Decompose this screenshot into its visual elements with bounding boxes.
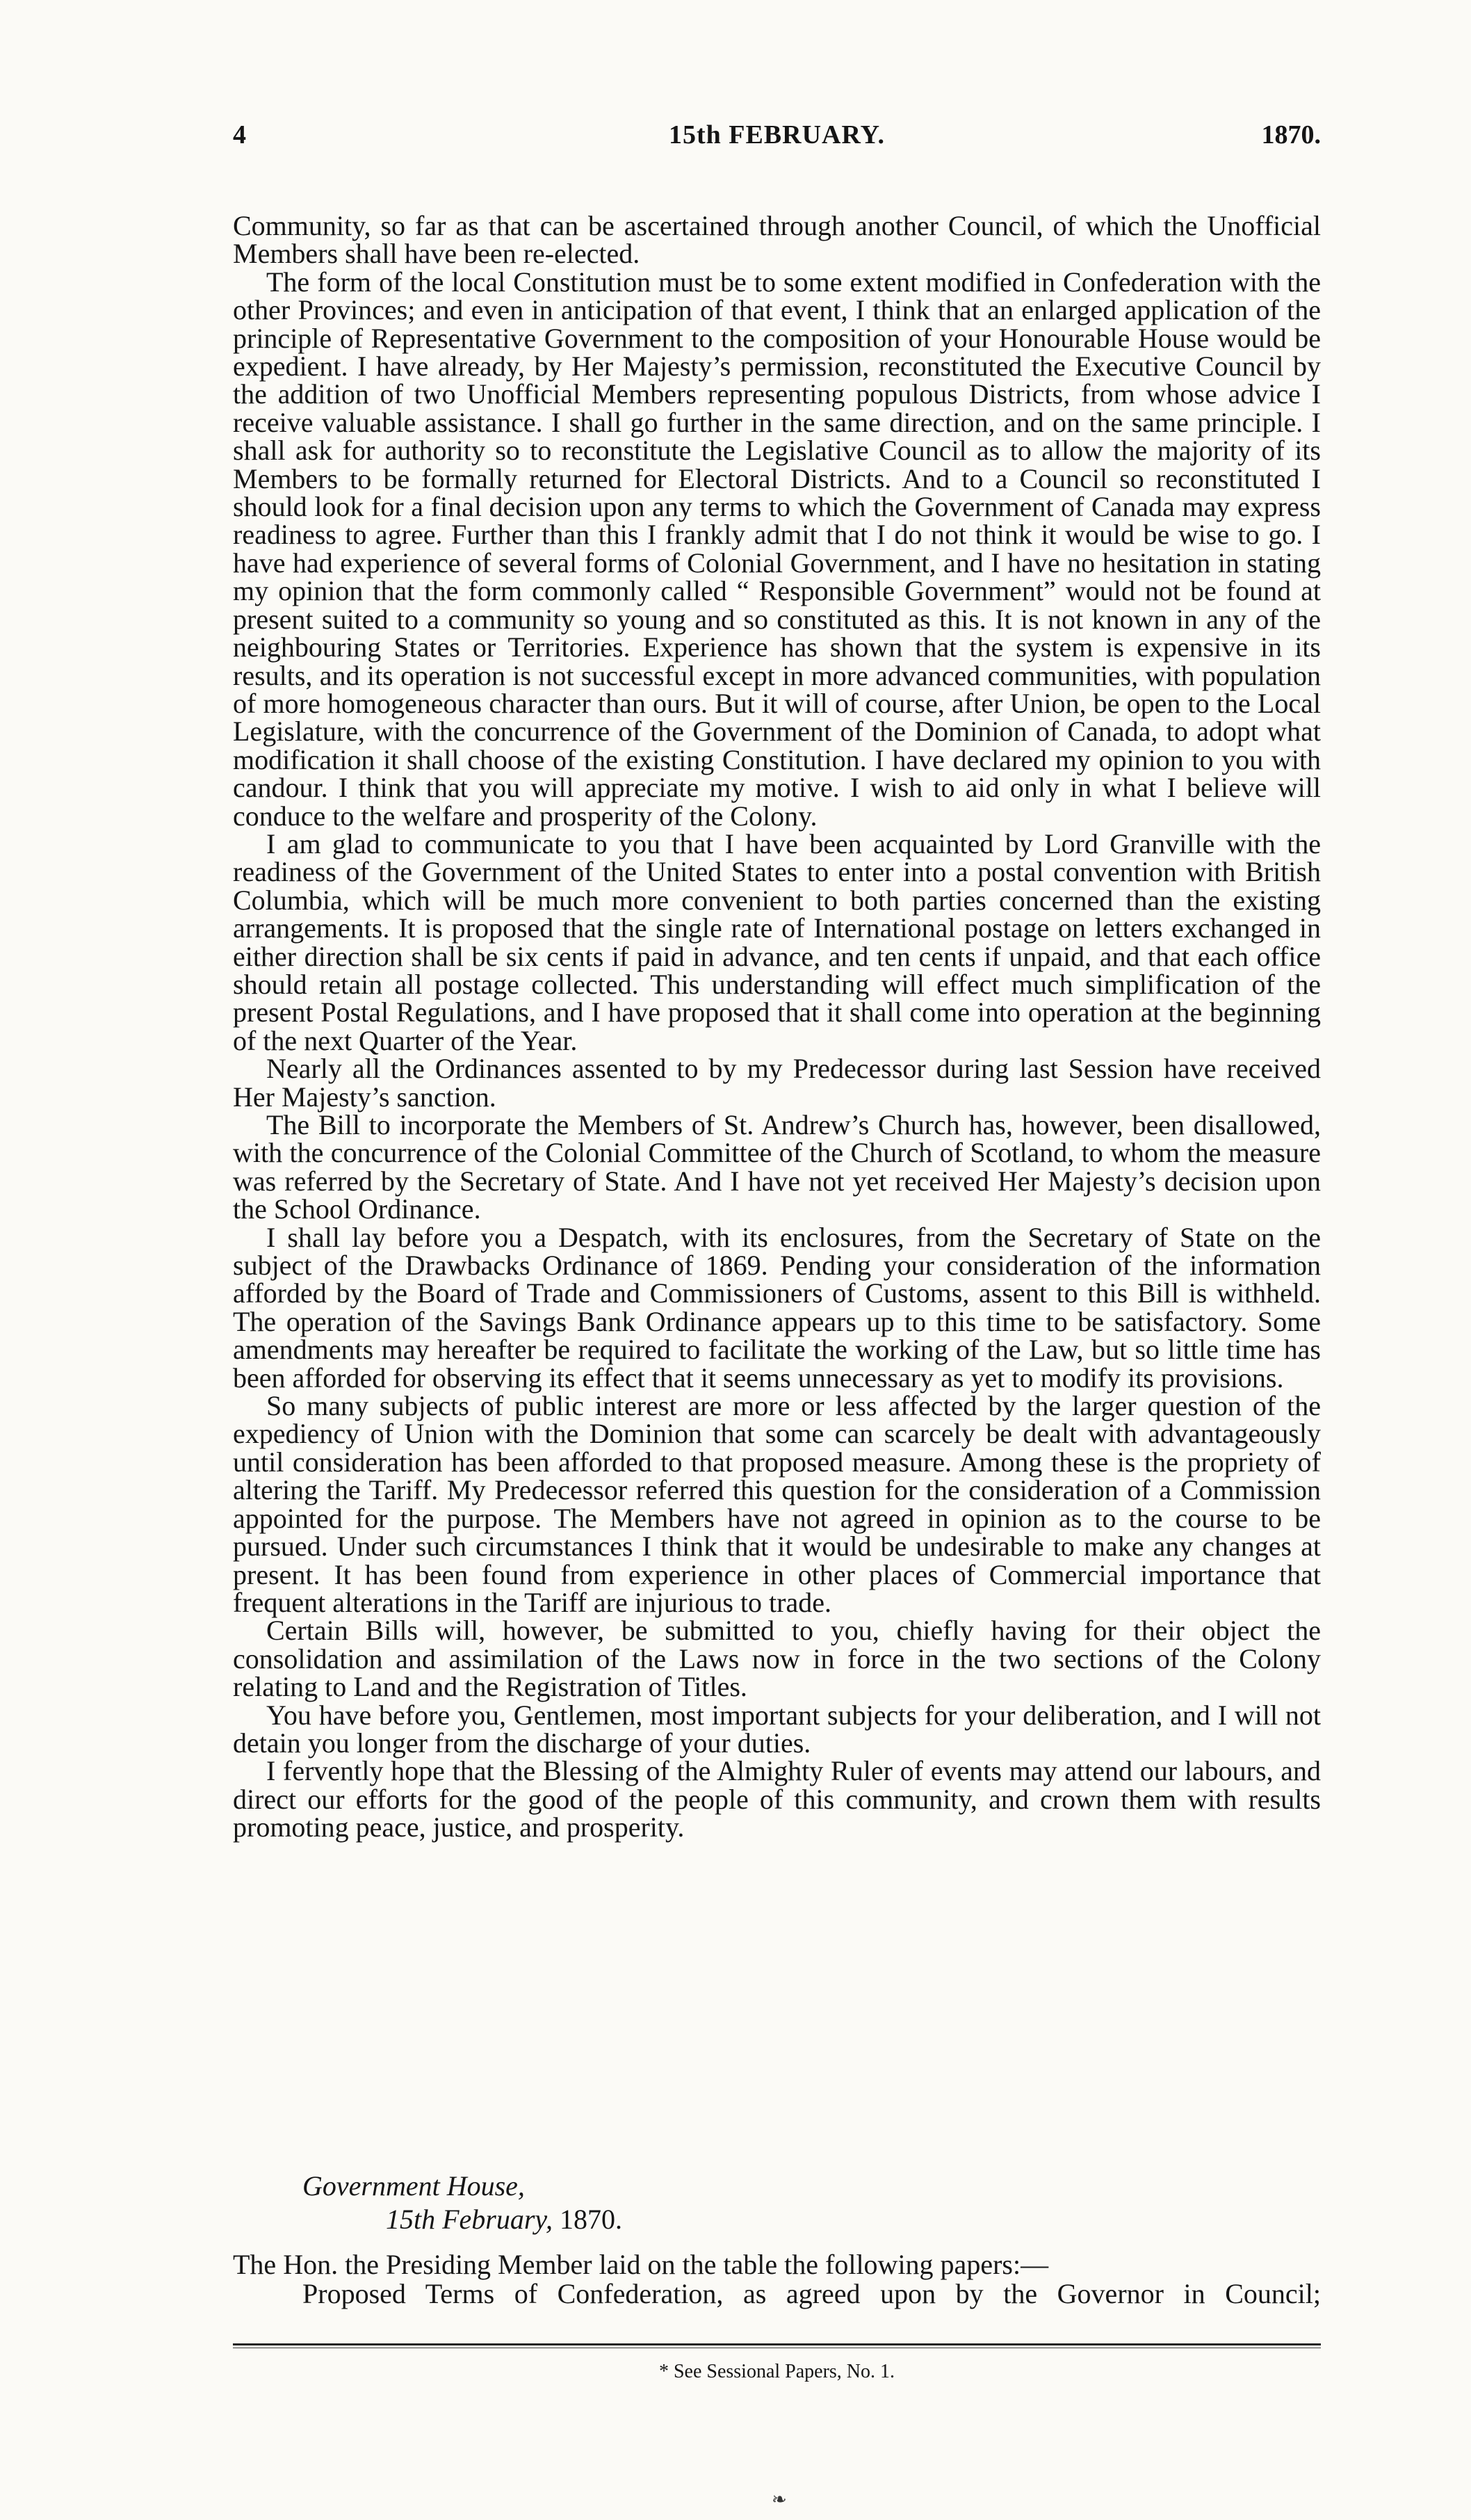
paragraph: Certain Bills will, however, be submitted to you, chiefly having for their object the consolidation and assimilation of the Laws now in force in the two sections of the Colony relating to Land and the Registration of Titles. xyxy=(233,1615,1321,1703)
signature-date xyxy=(386,2203,1471,2236)
paragraph: You have before you, Gentlemen, most important subjects for your deliberation, and I will not detain you longer from the discharge of your duties. xyxy=(233,1699,1321,1759)
signature-year: 1870. xyxy=(559,2204,622,2235)
signature-place: Government House, xyxy=(302,2170,525,2202)
footnote-rule xyxy=(233,2343,1321,2345)
paragraph: Nearly all the Ordinances assented to by my Predecessor during last Session have received Her Majesty’s sanction. xyxy=(233,1053,1321,1113)
printer-ornament: ❧ xyxy=(772,2489,787,2510)
paragraph: So many subjects of public interest are more or less affected by the larger question of the expediency of Union with the Dominion that some can scarcely be dealt with advantageously until consideration has been afforded to that proposed measure. Among these is the propriety of altering the Tariff. My Predecessor referred this question for the consideration of a Commission appointed for the purpose. The Members have not agreed in opinion as to the course to be pursued. Under such circumstances I think that it would be undesirable to make any changes at present. It has been found from experience in other places of Commercial importance that frequent alterations in the Tariff are injurious to trade. xyxy=(233,1390,1321,1618)
paragraph: The Bill to incorporate the Members of St. Andrew’s Church has, however, been disallowed, with the concurrence of the Colonial Committee of the Church of Scotland, to whom the measure was referred by the Secretary of State. And I have not yet received Her Majesty’s decision upon the School Ordinance. xyxy=(233,1109,1321,1225)
header-date-title: 15th FEBRUARY. xyxy=(668,120,886,150)
paragraph: I am glad to communicate to you that I have been acquainted by Lord Granville with the readiness of the Government of the United States to enter into a postal convention with British Columbia, which will be much more convenient to both parties concerned than the existing arrangements. It is proposed that the single rate of International postage on letters exchanged in either direction shall be six cents if paid in advance, and ten cents if unpaid, and that each office should retain all postage collected. This understanding will effect much simplification of the present Postal Regulations, and I have proposed that it shall come into operation at the beginning of the next Quarter of the Year. xyxy=(233,827,1321,1056)
proceedings-item-text: Proposed Terms of Confederation, as agreed upon by the Governor in Council; xyxy=(302,2278,1321,2309)
proceedings-item xyxy=(302,2279,1321,2309)
footnote: * See Sessional Papers, No. 1. xyxy=(658,2361,895,2382)
signature-date-text: 15th February, xyxy=(386,2204,553,2235)
paragraph: Community, so far as that can be ascertained through another Council, of which the Unofficial Members shall have been re-elected. xyxy=(233,210,1321,270)
page-number: 4 xyxy=(233,120,246,150)
paragraph: The form of the local Constitution must be to some extent modified in Confederation with the other Provinces; and even in anticipation of that event, I think that an enlarged application of the principle of Representative Government to the composition of your Honourable House would be expedient. I have already, by Her Majesty’s permission, reconstituted the Executive Council by the addition of two Unofficial Members representing populous Districts, from whose advice I receive valuable assistance. I shall go further in the same direction, and on the same principle. I shall ask for authority so to reconstitute the Legislative Council as to allow the majority of its Members to be formally returned for Electoral Districts. And to a Council so reconstituted I should look for a final decision upon any terms to which the Government of Canada may express readiness to agree. Further than this I frankly admit that I do not think it would be wise to go. I have had experience of several forms of Colonial Government, and I have no hesitation in stating my opinion that the form commonly called “ Responsible Government” would not be found at present suited to a community so young and so constituted as this. It is not known in any of the neighbouring States or Territories. Experience has shown that the system is expensive in its results, and its operation is not successful except in more advanced communities, with population of more homogeneous character than ours. But it will of course, after Union, be open to the Local Legislature, with the concurrence of the Government of the Dominion of Canada, to adopt what modification it shall choose of the existing Constitution. I have declared my opinion to you with candour. I think that you will appreciate my motive. I wish to aid only in what I believe will conduce to the welfare and prosperity of the Colony. xyxy=(233,266,1321,832)
header-year: 1870. xyxy=(1261,120,1321,150)
proceedings-line: The Hon. the Presiding Member laid on the table the following papers:— xyxy=(233,2249,1049,2280)
speech-body xyxy=(233,212,1321,1842)
paragraph: I fervently hope that the Blessing of the Almighty Ruler of events may attend our labours, and direct our efforts for the good of the people of this community, and crown them with results promoting peace, justice, and prosperity. xyxy=(233,1755,1321,1843)
page-header xyxy=(233,120,1321,161)
paragraph: I shall lay before you a Despatch, with its enclosures, from the Secretary of State on the subject of the Drawbacks Ordinance of 1869. Pending your consideration of the information afforded by the Board of Trade and Commissioners of Customs, assent to this Bill is withheld. The operation of the Savings Bank Ordinance appears up to this time to be satisfactory. Some amendments may hereafter be required to facilitate the working of the Law, but so little time has been afforded for observing its effect that it seems unnecessary as yet to modify its provisions. xyxy=(233,1221,1321,1394)
